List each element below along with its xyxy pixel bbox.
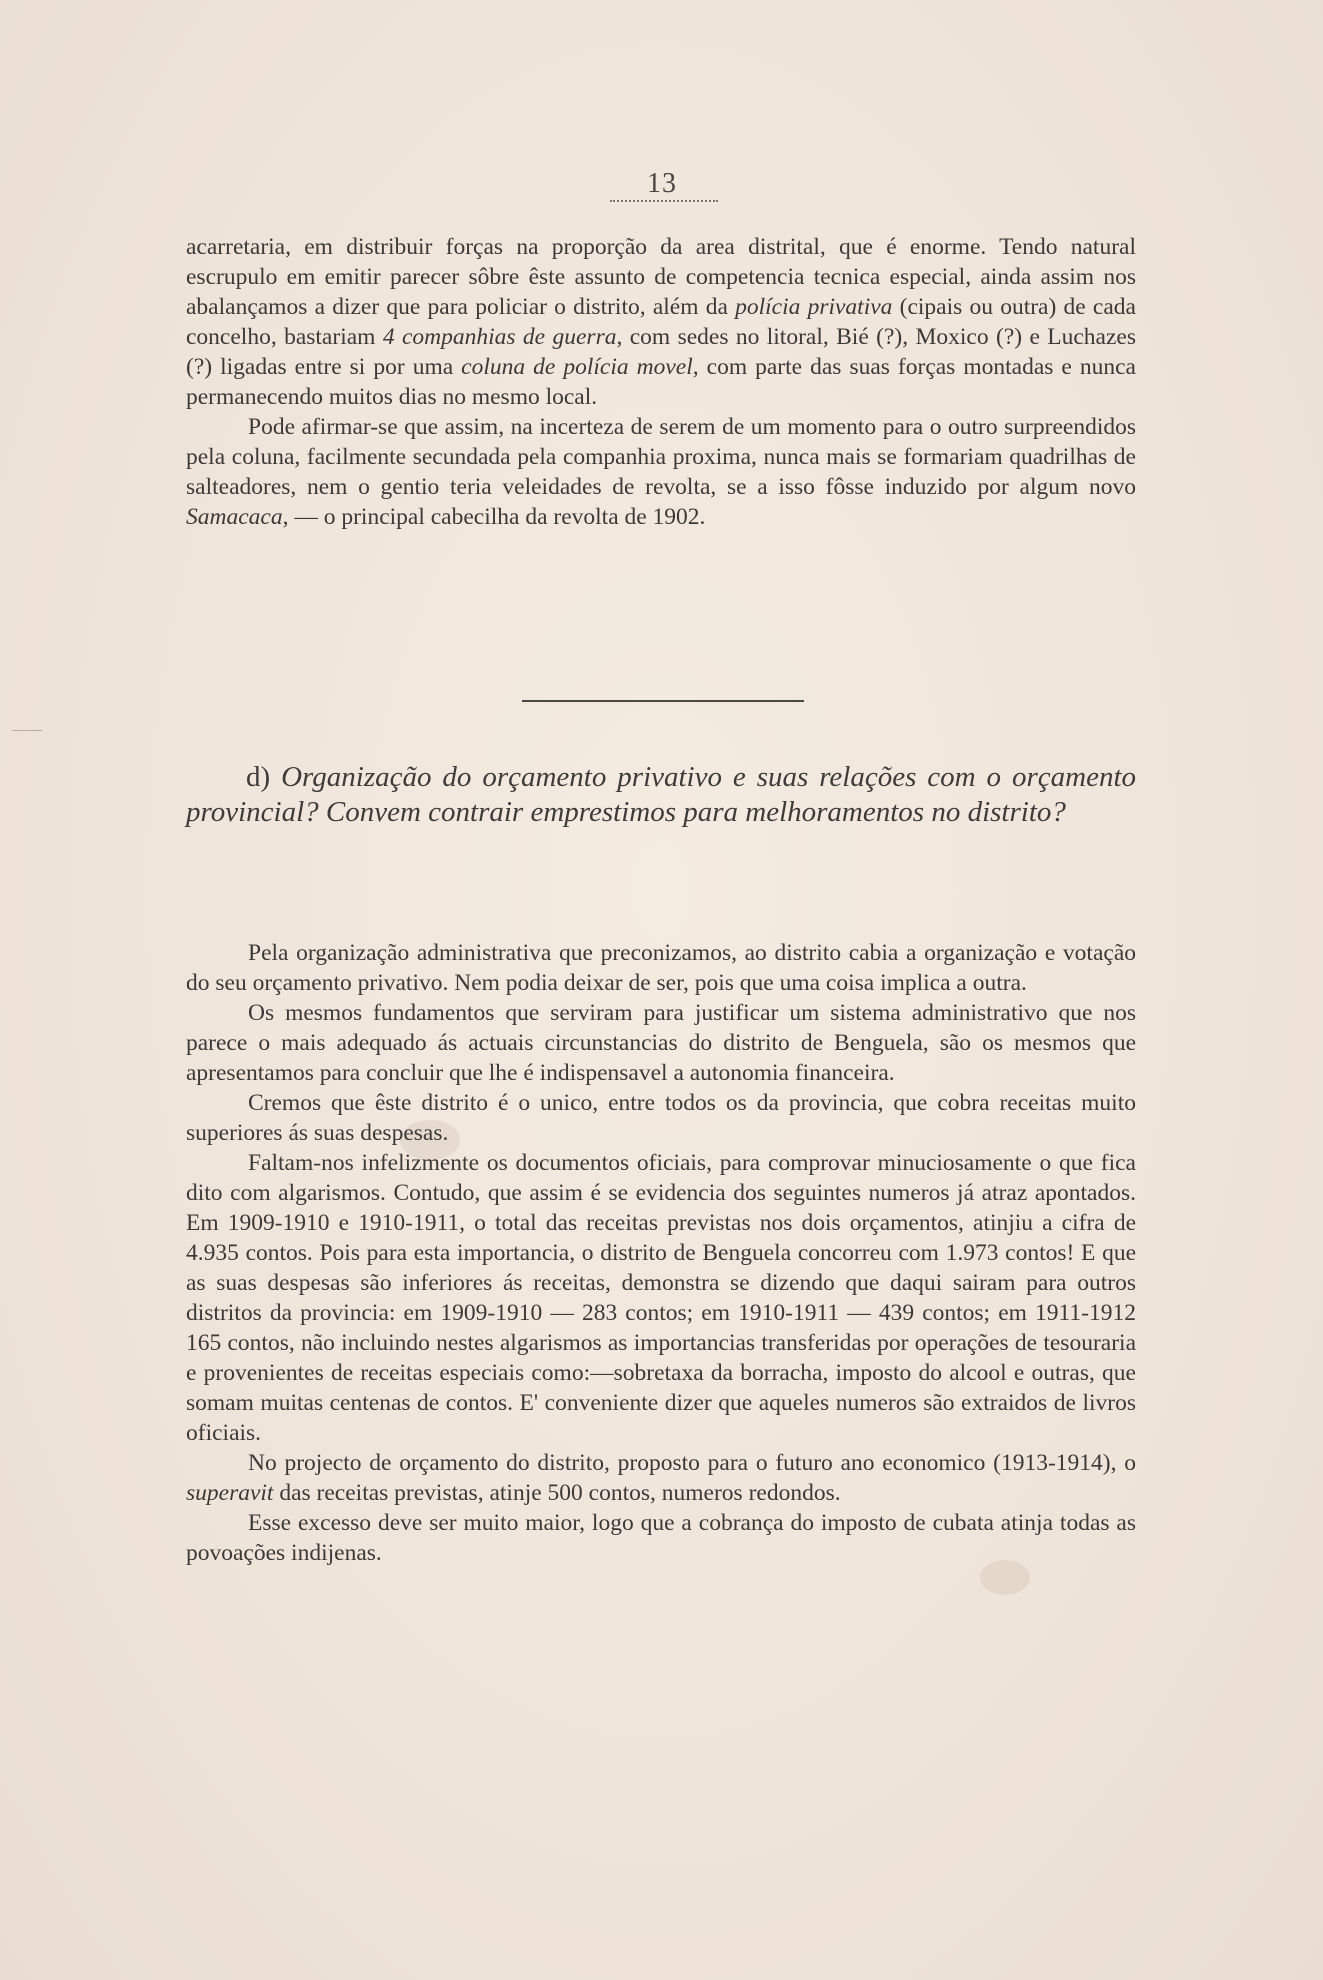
page-number: 13 — [647, 168, 677, 199]
page-number-rule — [610, 200, 718, 202]
paragraph: Pela organização administrativa que preconizamos, ao distrito cabia a organização e votação do seu orçamento privativo. Nem podia deixar de ser, pois que uma coisa implica a outra. — [186, 940, 1136, 996]
paragraph: No projecto de orçamento do distrito, proposto para o futuro ano economico (1913-1914), o superavit das receitas previstas, atinje 500 contos, numeros redondos. — [186, 1450, 1136, 1506]
section-heading — [186, 760, 1136, 830]
paragraph: Pode afirmar-se que assim, na incerteza de serem de um momento para o outro surpreendidos pela coluna, facilmente secundada pela companhia proxima, nunca mais se formariam quadrilhas de salteadores, nem o gentio teria veleidades de revolta, se a isso fôsse induzido por algum novo Samacaca, — o principal cabecilha da revolta de 1902. — [186, 414, 1136, 530]
section-letter: d) — [246, 761, 271, 793]
top-text-block — [186, 232, 1136, 532]
paragraph: Faltam-nos infelizmente os documentos oficiais, para comprovar minuciosamente o que fica dito com algarismos. Contudo, que assim é se evidencia dos seguintes numeros já atraz apontados. Em 1909-1910 e 1910-1911, o total das receitas previstas nos dois orçamentos, atinjiu a cifra de 4.935 contos. Pois para esta importancia, o distrito de Benguela concorreu com 1.973 contos! E que as suas despesas são inferiores ás receitas, demonstra se dizendo que daqui sairam para outros distritos da provincia: em 1909-1910 — 283 contos; em 1910-1911 — 439 contos; em 1911-1912 165 contos, não incluindo nestes algarismos as importancias transferidas por operações de tesouraria e provenientes de receitas especiais como:—sobretaxa da borracha, imposto do alcool e outras, que somam muitas centenas de contos. E' conveniente dizer que aqueles numeros são extraidos de livros oficiais. — [186, 1150, 1136, 1446]
bottom-text-block — [186, 938, 1136, 1568]
margin-mark — [12, 730, 42, 731]
paragraph: acarretaria, em distribuir forças na proporção da area distrital, que é enorme. Tendo natural escrupulo em emitir parecer sôbre êste assunto de competencia tecnica especial, ainda assim nos abalançamos a dizer que para policiar o distrito, além da polícia privativa (cipais ou outra) de cada concelho, bastariam 4 companhias de guerra, com sedes no litoral, Bié (?), Moxico (?) e Luchazes (?) ligadas entre si por uma coluna de polícia movel, com parte das suas forças montadas e nunca permanecendo muitos dias no mesmo local. — [186, 234, 1136, 410]
section-title: Organização do orçamento privativo e suas relações com o orçamento provincial? Convem contrair emprestimos para melhoramentos no distrito? — [186, 761, 1136, 828]
paragraph: Esse excesso deve ser muito maior, logo que a cobrança do imposto de cubata atinja todas as povoações indijenas. — [186, 1510, 1136, 1566]
paragraph: Os mesmos fundamentos que serviram para justificar um sistema administrativo que nos parece o mais adequado ás actuais circunstancias do distrito de Benguela, são os mesmos que apresentamos para concluir que lhe é indispensavel a autonomia financeira. — [186, 1000, 1136, 1086]
section-divider — [522, 700, 804, 702]
paragraph: Cremos que êste distrito é o unico, entre todos os da provincia, que cobra receitas muito superiores ás suas despesas. — [186, 1090, 1136, 1146]
